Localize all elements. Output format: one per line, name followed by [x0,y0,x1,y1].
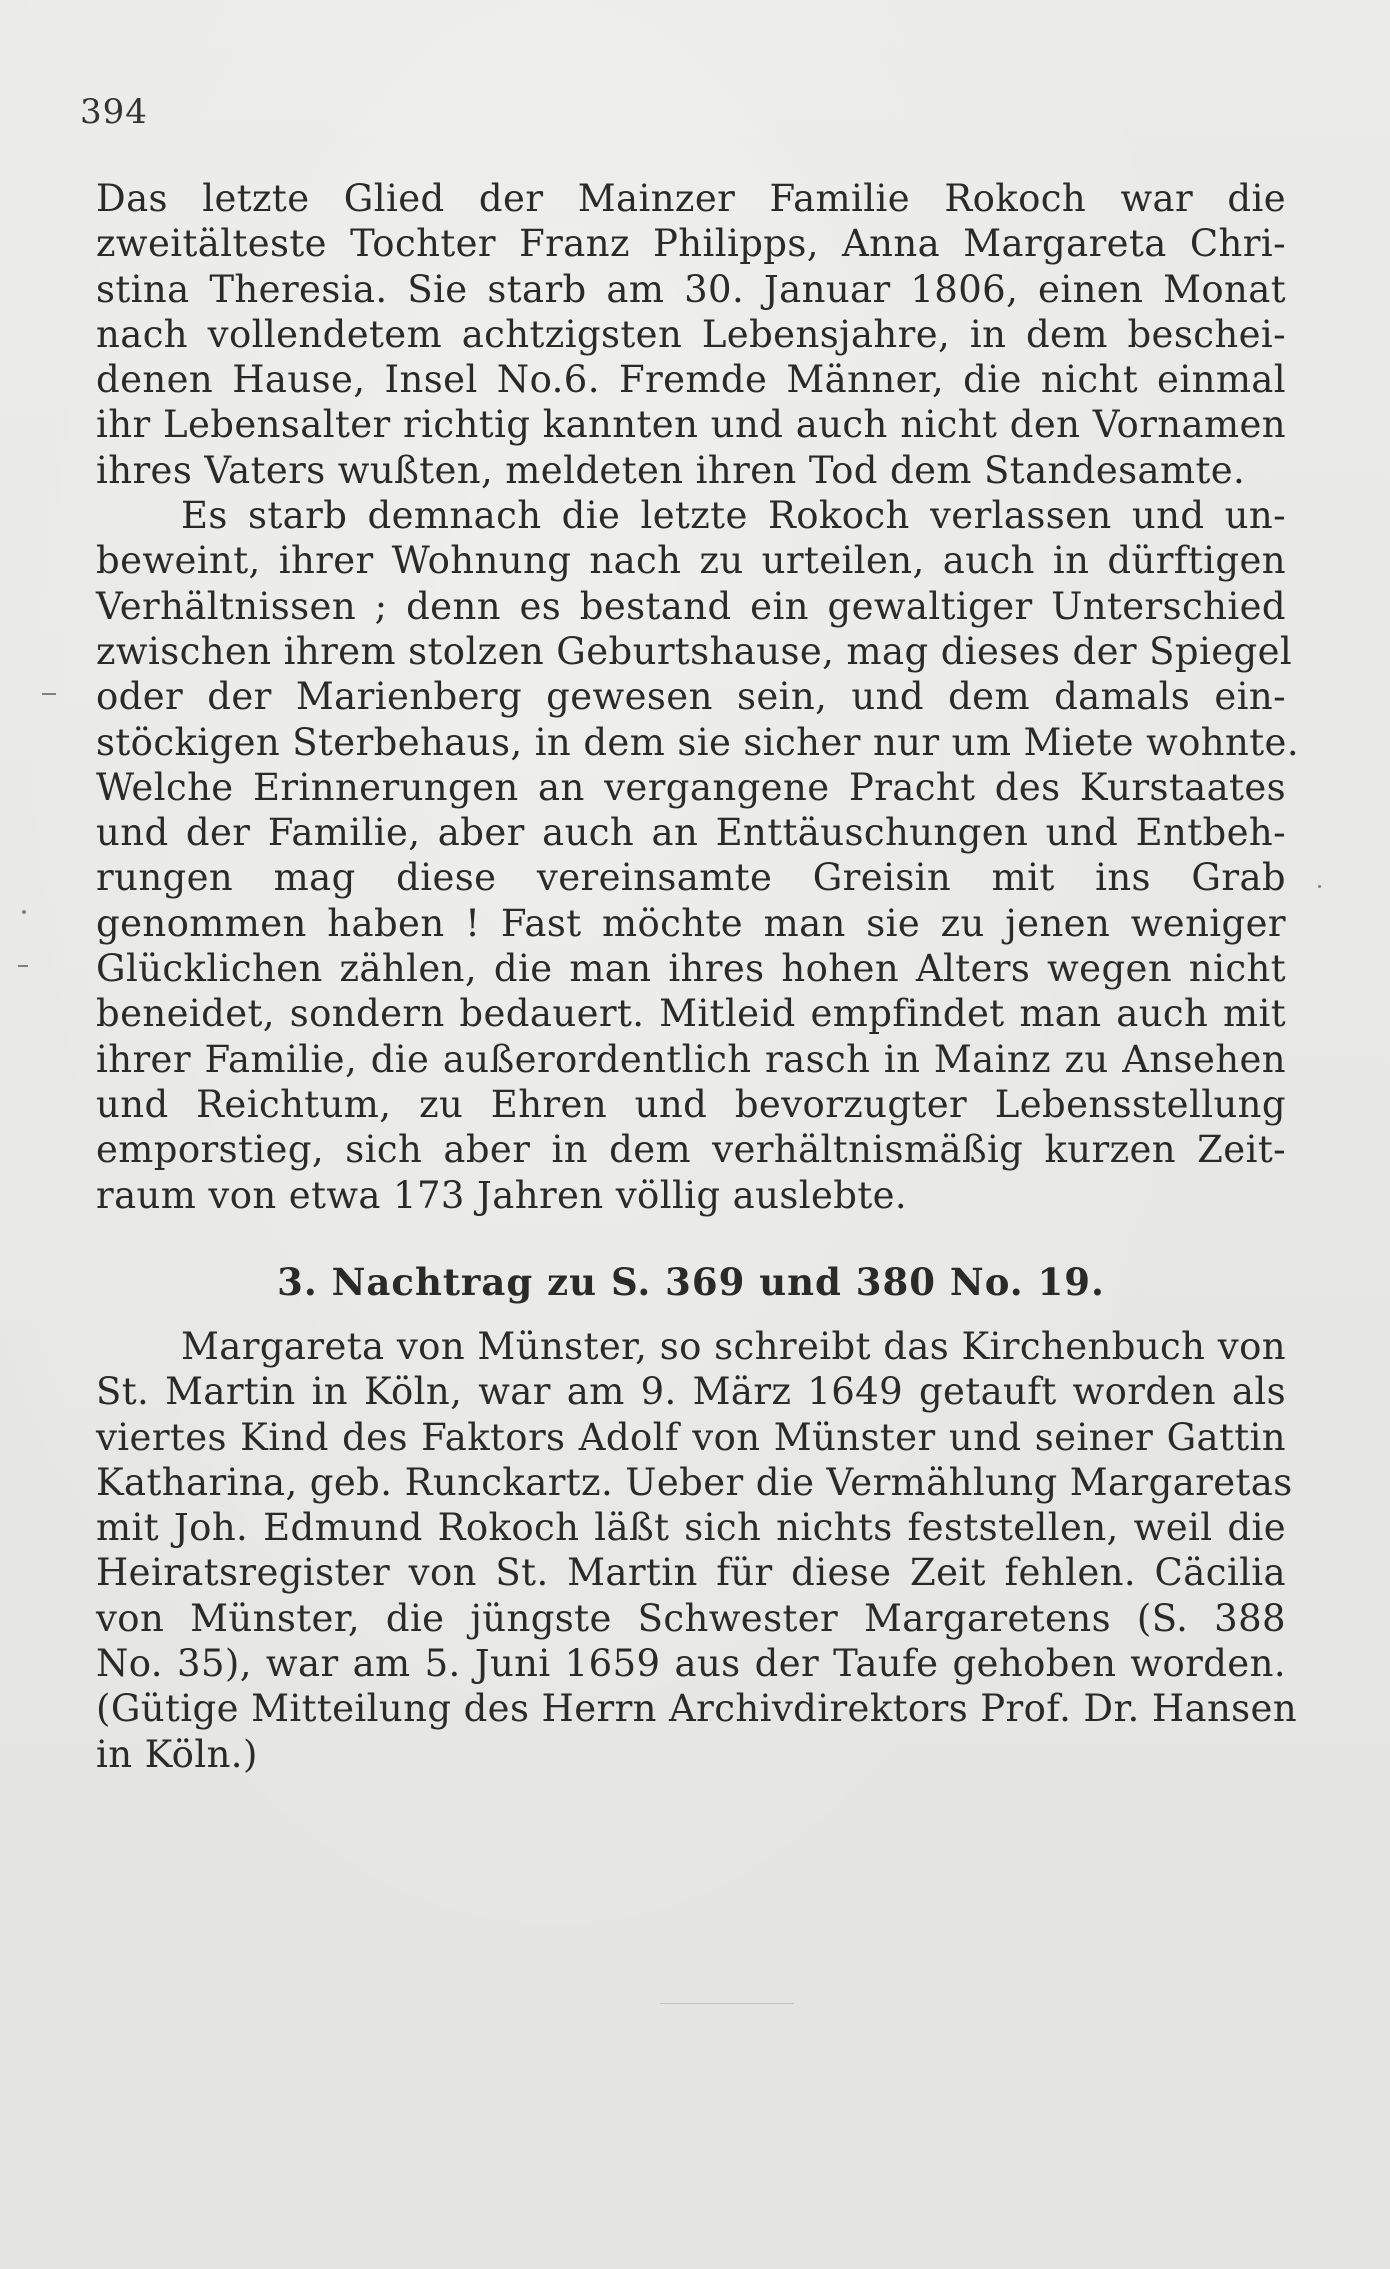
text-line: ihres Vaters wußten, meldeten ihren Tod dem Standesamte. [96,448,1246,492]
margin-mark [18,965,28,967]
text-line: emporstieg, sich aber in dem verhältnismäßig kurzen Zeit- [96,1128,1286,1172]
text-line: ihr Lebensalter richtig kannten und auch nicht den Vornamen [96,403,1286,447]
text-line: Das letzte Glied der Mainzer Familie Rokoch war die [96,177,1286,220]
text-line: und Reichtum, zu Ehren und bevorzugter Lebensstellung [96,1082,1286,1126]
text-line: stina Theresia. Sie starb am 30. Januar 1806, einen Monat [96,267,1286,311]
text-line: nach vollendetem achtzigsten Lebensjahre, in dem beschei- [96,312,1286,356]
body-text-main [96,176,1299,1218]
text-line: raum von etwa 173 Jahren völlig auslebte. [96,1173,908,1217]
text-line: No. 35), war am 5. Juni 1659 aus der Taufe gehoben worden. [96,1642,1286,1686]
margin-mark [42,693,56,695]
section-heading: 3. Nachtrag zu S. 369 und 380 No. 19. [277,1260,1105,1304]
text-line: beweint, ihrer Wohnung nach zu urteilen, auch in dürftigen [96,539,1286,583]
body-text-addendum [96,1324,1298,1777]
text-line: Welche Erinnerungen an vergangene Pracht des Kurstaates [96,765,1286,809]
text-line: Katharina, geb. Runckartz. Ueber die Vermählung Margaretas [96,1460,1293,1504]
text-line: Es starb demnach die letzte Rokoch verlassen und un- [181,494,1286,538]
text-line: denen Hause, Insel No.6. Fremde Männer, die nicht einmal [96,358,1286,402]
text-line: (Gütige Mitteilung des Herrn Archivdirektors Prof. Dr. Hansen [96,1687,1298,1731]
text-line: in Köln.) [96,1732,258,1776]
text-line: ihrer Familie, die außerordentlich rasch in Mainz zu Ansehen [96,1037,1286,1081]
text-line: rungen mag diese vereinsamte Greisin mit ins Grab [96,856,1286,900]
text-line: Heiratsregister von St. Martin für diese Zeit fehlen. Cäcilia [96,1551,1286,1595]
text-line: zwischen ihrem stolzen Geburtshause, mag dieses der Spiegel [96,629,1293,673]
text-line: und der Familie, aber auch an Enttäuschungen und Entbeh- [96,811,1286,855]
text-line: stöckigen Sterbehaus, in dem sie sicher nur um Miete wohnte. [96,720,1299,764]
text-line: zweitälteste Tochter Franz Philipps, Anna Margareta Chri- [96,222,1286,266]
faint-divider [660,2003,794,2004]
text-line: beneidet, sondern bedauert. Mitleid empfindet man auch mit [96,992,1286,1036]
text-line: St. Martin in Köln, war am 9. März 1649 getauft worden als [96,1370,1286,1414]
margin-speck [1318,885,1321,888]
text-line: genommen haben ! Fast möchte man sie zu jenen weniger [96,901,1286,945]
text-line: viertes Kind des Faktors Adolf von Münster und seiner Gattin [96,1415,1286,1459]
text-line: Glücklichen zählen, die man ihres hohen Alters wegen nicht [96,947,1286,991]
margin-speck [22,910,26,914]
text-line: von Münster, die jüngste Schwester Margaretens (S. 388 [96,1596,1286,1640]
text-line: Margareta von Münster, so schreibt das Kirchenbuch von [181,1325,1286,1368]
text-line: Verhältnissen ; denn es bestand ein gewaltiger Unterschied [96,584,1286,628]
text-line: mit Joh. Edmund Rokoch läßt sich nichts feststellen, weil die [96,1506,1286,1550]
text-line: oder der Marienberg gewesen sein, und dem damals ein- [96,675,1286,719]
page-number: 394 [80,92,148,132]
